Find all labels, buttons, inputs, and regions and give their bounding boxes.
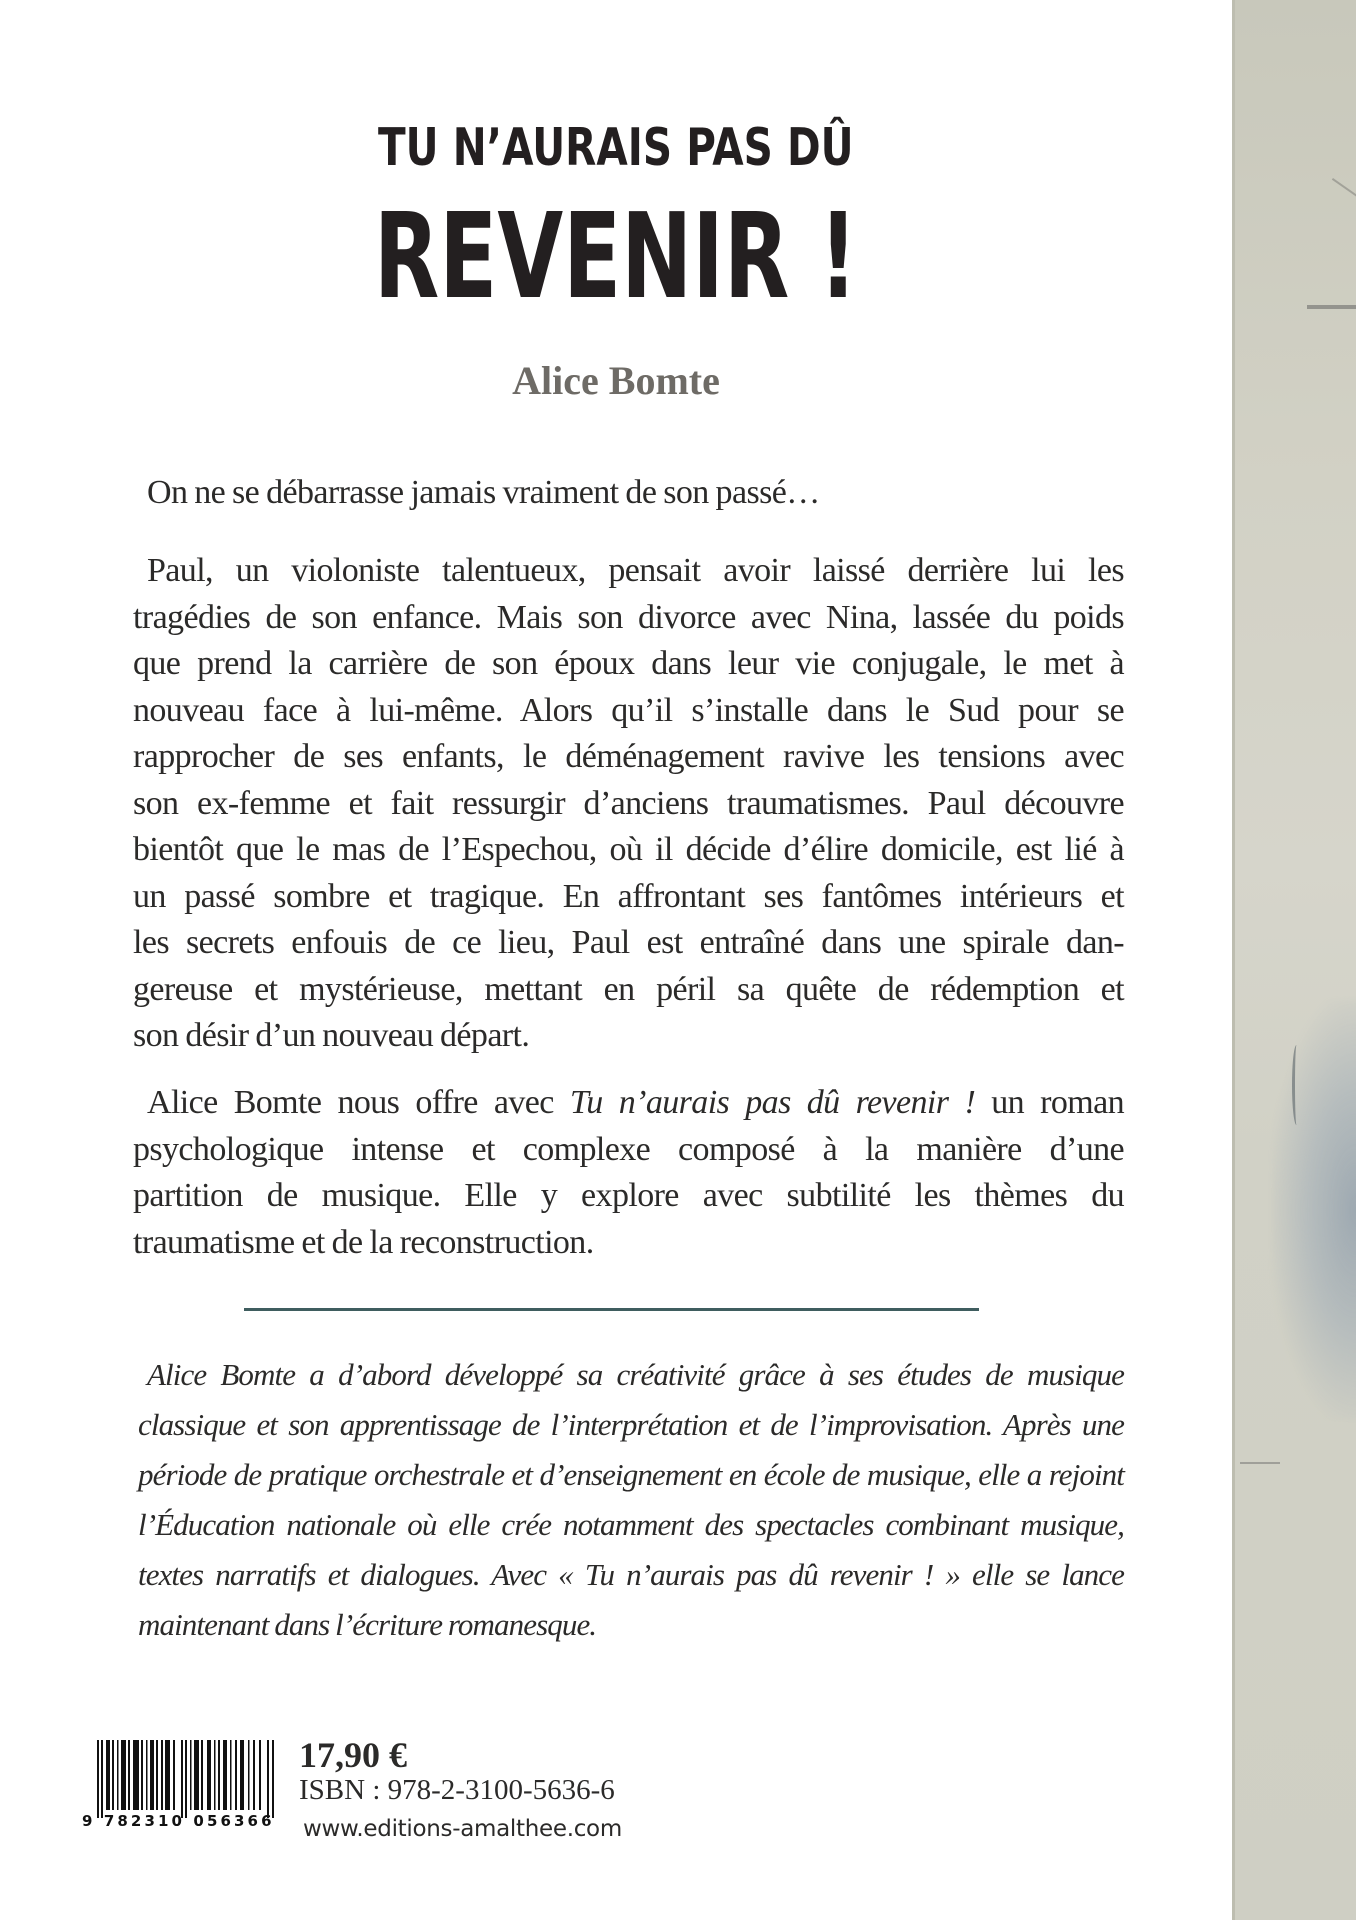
title-line-1: TU N’AURAIS PAS DÛ	[378, 118, 854, 178]
review-line: partition de musique. Elle y explore avec subtilité les thèmes du	[133, 1177, 1124, 1214]
synopsis-line: un passé sombre et tragique. En affrontant ses fantômes intérieurs et	[133, 877, 1124, 915]
review-paragraph	[133, 1080, 1125, 1266]
synopsis-line: rapprocher de ses enfants, le déménagement ravive les tensions avec	[133, 738, 1124, 775]
section-divider	[244, 1308, 979, 1311]
publisher-website-link[interactable]: www.editions-amalthee.com	[303, 1816, 622, 1842]
bio-line: maintenant dans l’écriture romanesque.	[138, 1607, 597, 1642]
synopsis-line: gereuse et mystérieuse, mettant en péril sa quête de rédemption et	[133, 970, 1124, 1008]
author-bio	[138, 1350, 1124, 1650]
synopsis-paragraph	[133, 548, 1124, 1060]
painted-figure	[1272, 1000, 1356, 1420]
synopsis-line: tragédies de son enfance. Mais son divorce avec Nina, lassée du poids	[133, 598, 1124, 636]
bio-line: classique et son apprentissage de l’interprétation et de l’improvisation. Après une	[138, 1407, 1124, 1442]
tagline: On ne se débarrasse jamais vraiment de son passé…	[147, 474, 820, 511]
title-line-2: REVENIR !	[373, 187, 858, 325]
synopsis-line: son désir d’un nouveau départ.	[133, 1017, 530, 1054]
barcode-digits: 9 782310 056366	[82, 1812, 275, 1830]
brush-stroke	[1240, 1462, 1280, 1464]
review-line: traumatisme et de la reconstruction.	[133, 1223, 594, 1261]
brush-stroke	[1307, 305, 1356, 309]
brush-stroke	[1292, 1045, 1301, 1125]
brush-stroke	[1332, 178, 1356, 214]
bio-line: textes narratifs et dialogues. Avec « Tu n’aurais pas dû revenir ! » elle se lance	[138, 1557, 1124, 1592]
isbn: ISBN : 978-2-3100-5636-6	[299, 1774, 615, 1806]
synopsis-line: nouveau face à lui-même. Alors qu’il s’installe dans le Sud pour se	[133, 691, 1124, 729]
spine-edge	[1232, 0, 1235, 1920]
synopsis-line: les secrets enfouis de ce lieu, Paul est entraîné dans une spirale dan-	[133, 924, 1124, 961]
review-text: Alice Bomte nous offre avec	[147, 1084, 570, 1121]
bio-line: l’Éducation nationale où elle crée notamment des spectacles combinant musique,	[138, 1507, 1124, 1542]
review-line	[147, 1080, 1124, 1127]
bio-line: période de pratique orchestrale et d’enseignement en école de musique, elle a rejoint	[138, 1457, 1124, 1492]
tagline-paragraph	[147, 470, 1124, 517]
synopsis-line: bientôt que le mas de l’Espechou, où il décide d’élire domicile, est lié à	[133, 831, 1124, 868]
cover-artwork-strip	[1232, 0, 1356, 1920]
synopsis-line: Paul, un violoniste talentueux, pensait avoir laissé derrière lui les	[147, 552, 1124, 589]
review-line: psychologique intense et complexe composé à la manière d’une	[133, 1130, 1124, 1168]
price: 17,90 €	[299, 1735, 407, 1775]
review-text: un roman	[975, 1084, 1125, 1121]
author-name: Alice Bomte	[512, 358, 720, 403]
bio-line: Alice Bomte a d’abord développé sa créativité grâce à ses études de musique	[147, 1357, 1124, 1392]
synopsis-line: que prend la carrière de son époux dans leur vie conjugale, le met à	[133, 645, 1124, 682]
synopsis-line: son ex-femme et fait ressurgir d’anciens traumatismes. Paul découvre	[133, 784, 1124, 822]
review-book-title: Tu n’aurais pas dû revenir !	[569, 1084, 976, 1121]
barcode-icon	[97, 1740, 275, 1818]
